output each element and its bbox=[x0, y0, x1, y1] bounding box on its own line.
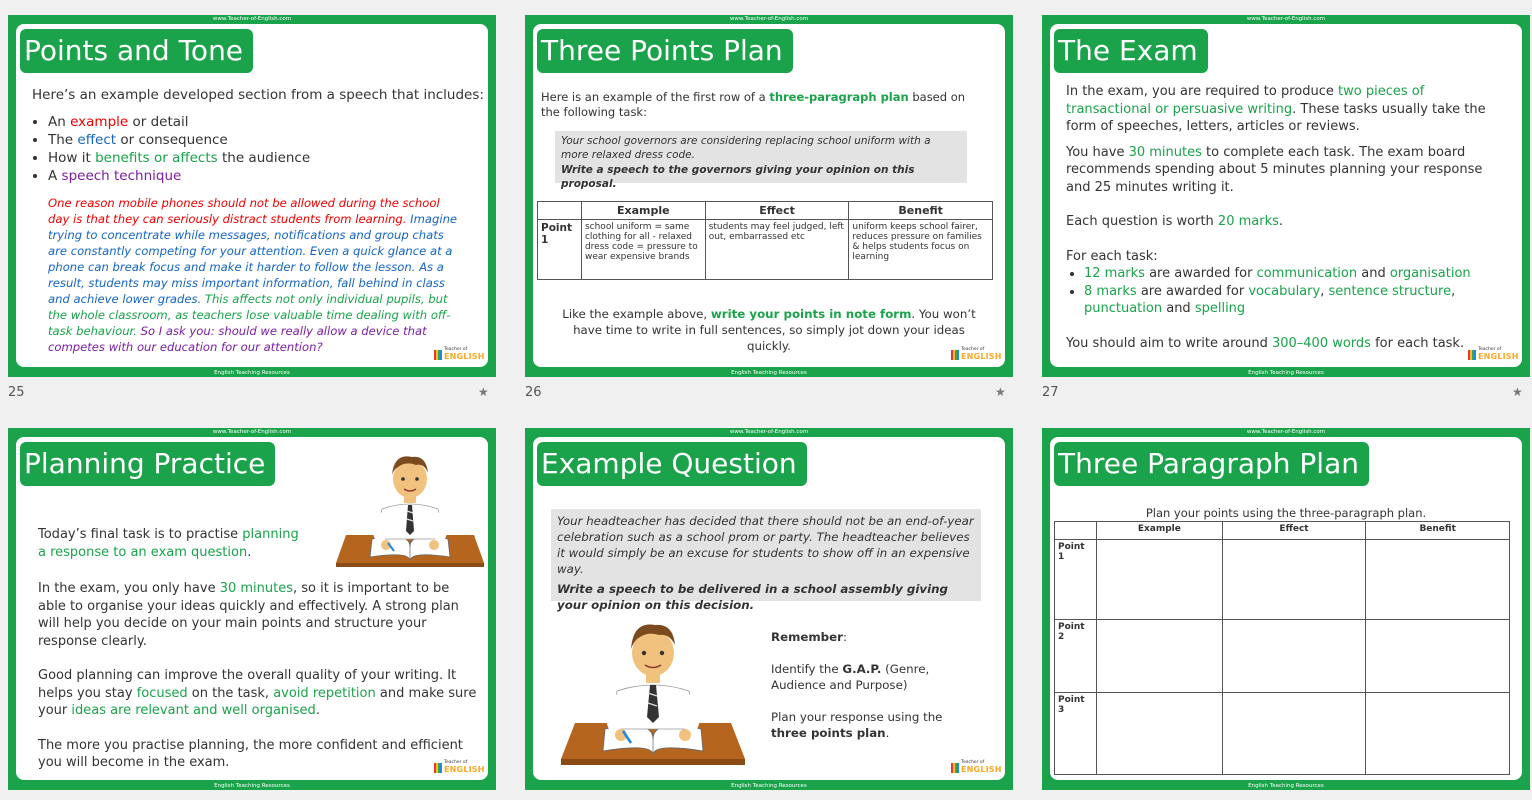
bullet-text: The bbox=[48, 132, 78, 148]
slide-thumbnail-planning-practice[interactable] bbox=[8, 428, 496, 790]
bullet-highlight: benefits or affects bbox=[95, 150, 218, 166]
table-row bbox=[538, 220, 993, 280]
plan-table bbox=[1054, 521, 1510, 775]
highlight: write your points in note form bbox=[710, 307, 912, 321]
table-header-row bbox=[1055, 522, 1510, 540]
intro-text: Today’s final task is to practise planning a response to an exam question. bbox=[38, 527, 299, 560]
paragraph: In the exam, you only have 30 minutes, so it is important to be able to organise your ideas quickly and effectively. A strong plan will help you decide on your main points and structure your response clearly. bbox=[38, 581, 459, 649]
table-cell[interactable] bbox=[1096, 693, 1222, 775]
site-url: www.Teacher-of-English.com bbox=[1246, 16, 1326, 22]
paragraph: Good planning can improve the overall quality of your writing. It helps you stay focused on the task, avoid repetition and make sure your ideas are relevant and well organised. bbox=[38, 668, 477, 718]
task-text: Your school governors are considering replacing school uniform with a more relaxed dress code. bbox=[561, 135, 931, 161]
table-cell[interactable] bbox=[1366, 620, 1510, 693]
slide-thumbnail-25[interactable] bbox=[8, 15, 496, 377]
bullet-list bbox=[1066, 265, 1510, 318]
student-illustration bbox=[555, 615, 751, 765]
bullet-text: How it bbox=[48, 150, 96, 166]
table-header: Benefit bbox=[1366, 522, 1510, 540]
table-corner bbox=[1055, 522, 1097, 540]
highlight: three-paragraph plan bbox=[769, 90, 909, 104]
table-corner bbox=[538, 202, 582, 220]
row-label: Point 1 bbox=[1055, 540, 1097, 620]
list-item bbox=[48, 113, 310, 131]
slide-canvas bbox=[1050, 437, 1522, 780]
list-item bbox=[48, 149, 310, 167]
bullet-text: An bbox=[48, 114, 71, 130]
footer-text: English Teaching Resources bbox=[1248, 370, 1324, 376]
bullet-text: the audience bbox=[217, 150, 311, 166]
logo: Teacher of ENGLISH bbox=[951, 347, 995, 361]
paragraph: For each task: bbox=[1066, 248, 1158, 264]
slide-title: Example Question bbox=[537, 442, 807, 486]
table-cell[interactable] bbox=[1366, 693, 1510, 775]
star-icon[interactable]: ★ bbox=[995, 385, 1006, 399]
bullet-highlight: speech technique bbox=[61, 168, 182, 184]
task-instruction: Write a speech to the governors giving your opinion on this proposal. bbox=[561, 164, 915, 190]
bullet-text: or consequence bbox=[116, 132, 228, 148]
question-box bbox=[551, 509, 981, 612]
slide-thumbnail-27[interactable] bbox=[1042, 15, 1530, 377]
remember-box bbox=[771, 629, 981, 741]
slide-thumbnail-26[interactable] bbox=[525, 15, 1013, 377]
logo: Teacher of ENGLISH bbox=[951, 760, 995, 774]
paragraph: You should aim to write around 300–400 words for each task. bbox=[1066, 335, 1465, 351]
question-text: Your headteacher has decided that there should not be an end-of-year celebration such as a school prom or party. The headteacher believes it would simply be an excuse for students to show off in an expensive way. bbox=[557, 514, 974, 576]
list-item: • 8 marks are awarded for vocabulary, sentence structure, punctuation and spelling bbox=[1084, 283, 1510, 318]
text: . You won’t have time to write in full sentences, so simply jot down your ideas quickly. bbox=[573, 307, 976, 353]
paragraph-effect: Imagine trying to concentrate while messages, notifications and group chats are constantly competing for your attention. Even a quick glance at a phone can break focus and make it harder to follow the lesson. As a result, students may miss important information, fall behind in class and achieve lower grades. bbox=[48, 212, 458, 306]
row-label: Point 1 bbox=[538, 220, 582, 280]
slide-number: 26 bbox=[525, 385, 542, 400]
table-cell[interactable] bbox=[1222, 540, 1366, 620]
slide-thumbnail-three-paragraph-plan[interactable] bbox=[1042, 428, 1530, 790]
table-cell[interactable] bbox=[1366, 540, 1510, 620]
table-header-row bbox=[538, 202, 993, 220]
bullet-text: A bbox=[48, 168, 62, 184]
slide-title: Three Paragraph Plan bbox=[1054, 442, 1369, 486]
text: based on the following task: bbox=[541, 90, 966, 119]
site-url: www.Teacher-of-English.com bbox=[212, 429, 292, 435]
slide-title: Planning Practice bbox=[20, 442, 275, 486]
question-instruction: Write a speech to be delivered in a school assembly giving your opinion on this decision. bbox=[557, 582, 948, 612]
student-illustration bbox=[332, 447, 488, 567]
footer-text: English Teaching Resources bbox=[1248, 783, 1324, 789]
text: Here is an example of the first row of a bbox=[541, 90, 770, 104]
star-icon[interactable]: ★ bbox=[478, 385, 489, 399]
table-cell: uniform keeps school fairer, reduces pressure on families & helps students focus on learning bbox=[849, 220, 993, 280]
table-header: Effect bbox=[1222, 522, 1366, 540]
body-text bbox=[38, 580, 478, 772]
remember-item: Identify the G.A.P. (Genre, Audience and Purpose) bbox=[771, 662, 930, 692]
slide-title: The Exam bbox=[1054, 29, 1208, 73]
remember-item: Plan your response using the three points plan. bbox=[771, 710, 943, 740]
footer-text: English Teaching Resources bbox=[731, 783, 807, 789]
table-header: Effect bbox=[705, 202, 849, 220]
slide-thumbnail-example-question[interactable] bbox=[525, 428, 1013, 790]
bullet-highlight: effect bbox=[77, 132, 117, 148]
intro-text: Here’s an example developed section from a speech that includes: bbox=[32, 87, 484, 103]
slide-number: 25 bbox=[8, 385, 25, 400]
table-header: Benefit bbox=[849, 202, 993, 220]
slide-canvas bbox=[16, 24, 488, 367]
list-item: • 12 marks are awarded for communication and organisation bbox=[1084, 265, 1510, 283]
paragraph: Each question is worth 20 marks. bbox=[1066, 214, 1284, 229]
bullet-text: or detail bbox=[128, 114, 189, 130]
table-cell[interactable] bbox=[1096, 620, 1222, 693]
slide-title: Points and Tone bbox=[20, 29, 253, 73]
paragraph: The more you practise planning, the more confident and efficient you will become in the exam. bbox=[38, 737, 463, 770]
paragraph-example: One reason mobile phones should not be allowed during the school day is that they can seriously distract students from learning. bbox=[48, 196, 440, 226]
logo: Teacher of ENGLISH bbox=[434, 760, 478, 774]
site-url: www.Teacher-of-English.com bbox=[1246, 429, 1326, 435]
table-cell: school uniform = same clothing for all - relaxed dress code = pressure to wear expensive brands bbox=[581, 220, 705, 280]
list-item bbox=[48, 167, 310, 185]
site-url: www.Teacher-of-English.com bbox=[212, 16, 292, 22]
table-header: Example bbox=[1096, 522, 1222, 540]
footer-text: English Teaching Resources bbox=[214, 783, 290, 789]
table-row bbox=[1055, 540, 1510, 620]
slide-canvas bbox=[533, 437, 1005, 780]
logo: Teacher of ENGLISH bbox=[434, 347, 478, 361]
table-row bbox=[1055, 693, 1510, 775]
bottom-text bbox=[557, 306, 981, 354]
logo: Teacher of ENGLISH bbox=[1468, 347, 1512, 361]
slide-number: 27 bbox=[1042, 385, 1059, 400]
slide-subtitle: Plan your points using the three-paragraph plan. bbox=[1145, 506, 1427, 520]
paragraph-benefit: This affects not only individual pupils, but the whole classroom, as teachers lose valuable time dealing with off-task behaviour. bbox=[48, 292, 451, 338]
footer-text: English Teaching Resources bbox=[731, 370, 807, 376]
table-cell[interactable] bbox=[1222, 620, 1366, 693]
slide-canvas bbox=[1050, 24, 1522, 367]
slide-title: Three Points Plan bbox=[537, 29, 793, 73]
star-icon[interactable]: ★ bbox=[1512, 385, 1523, 399]
example-paragraph bbox=[48, 195, 464, 355]
slide-canvas bbox=[16, 437, 488, 780]
list-item bbox=[48, 131, 310, 149]
intro-text bbox=[541, 90, 981, 120]
paragraph: In the exam, you are required to produce two pieces of transactional or persuasive writing. These tasks usually take the form of speeches, letters, articles or reviews. bbox=[1066, 84, 1486, 134]
body-text bbox=[1066, 83, 1510, 352]
paragraph: You have 30 minutes to complete each task. The exam board recommends spending about 5 minutes planning your response and 25 minutes writing it. bbox=[1066, 144, 1483, 195]
text: Like the example above, bbox=[562, 307, 711, 321]
site-url: www.Teacher-of-English.com bbox=[729, 16, 809, 22]
table-cell: students may feel judged, left out, embarrassed etc bbox=[705, 220, 849, 280]
task-box bbox=[555, 131, 967, 190]
remember-heading: Remember: bbox=[771, 630, 847, 644]
row-label: Point 2 bbox=[1055, 620, 1097, 693]
plan-table bbox=[537, 201, 993, 280]
bullet-highlight: example bbox=[70, 114, 129, 130]
site-url: www.Teacher-of-English.com bbox=[729, 429, 809, 435]
row-label: Point 3 bbox=[1055, 693, 1097, 775]
table-header: Example bbox=[581, 202, 705, 220]
footer-text: English Teaching Resources bbox=[214, 370, 290, 376]
paragraph-technique: So I ask you: should we really allow a device that competes with our education for our attention? bbox=[48, 324, 427, 354]
table-cell[interactable] bbox=[1222, 693, 1366, 775]
table-cell[interactable] bbox=[1096, 540, 1222, 620]
slide-canvas bbox=[533, 24, 1005, 367]
table-row bbox=[1055, 620, 1510, 693]
bullet-list bbox=[48, 113, 310, 185]
